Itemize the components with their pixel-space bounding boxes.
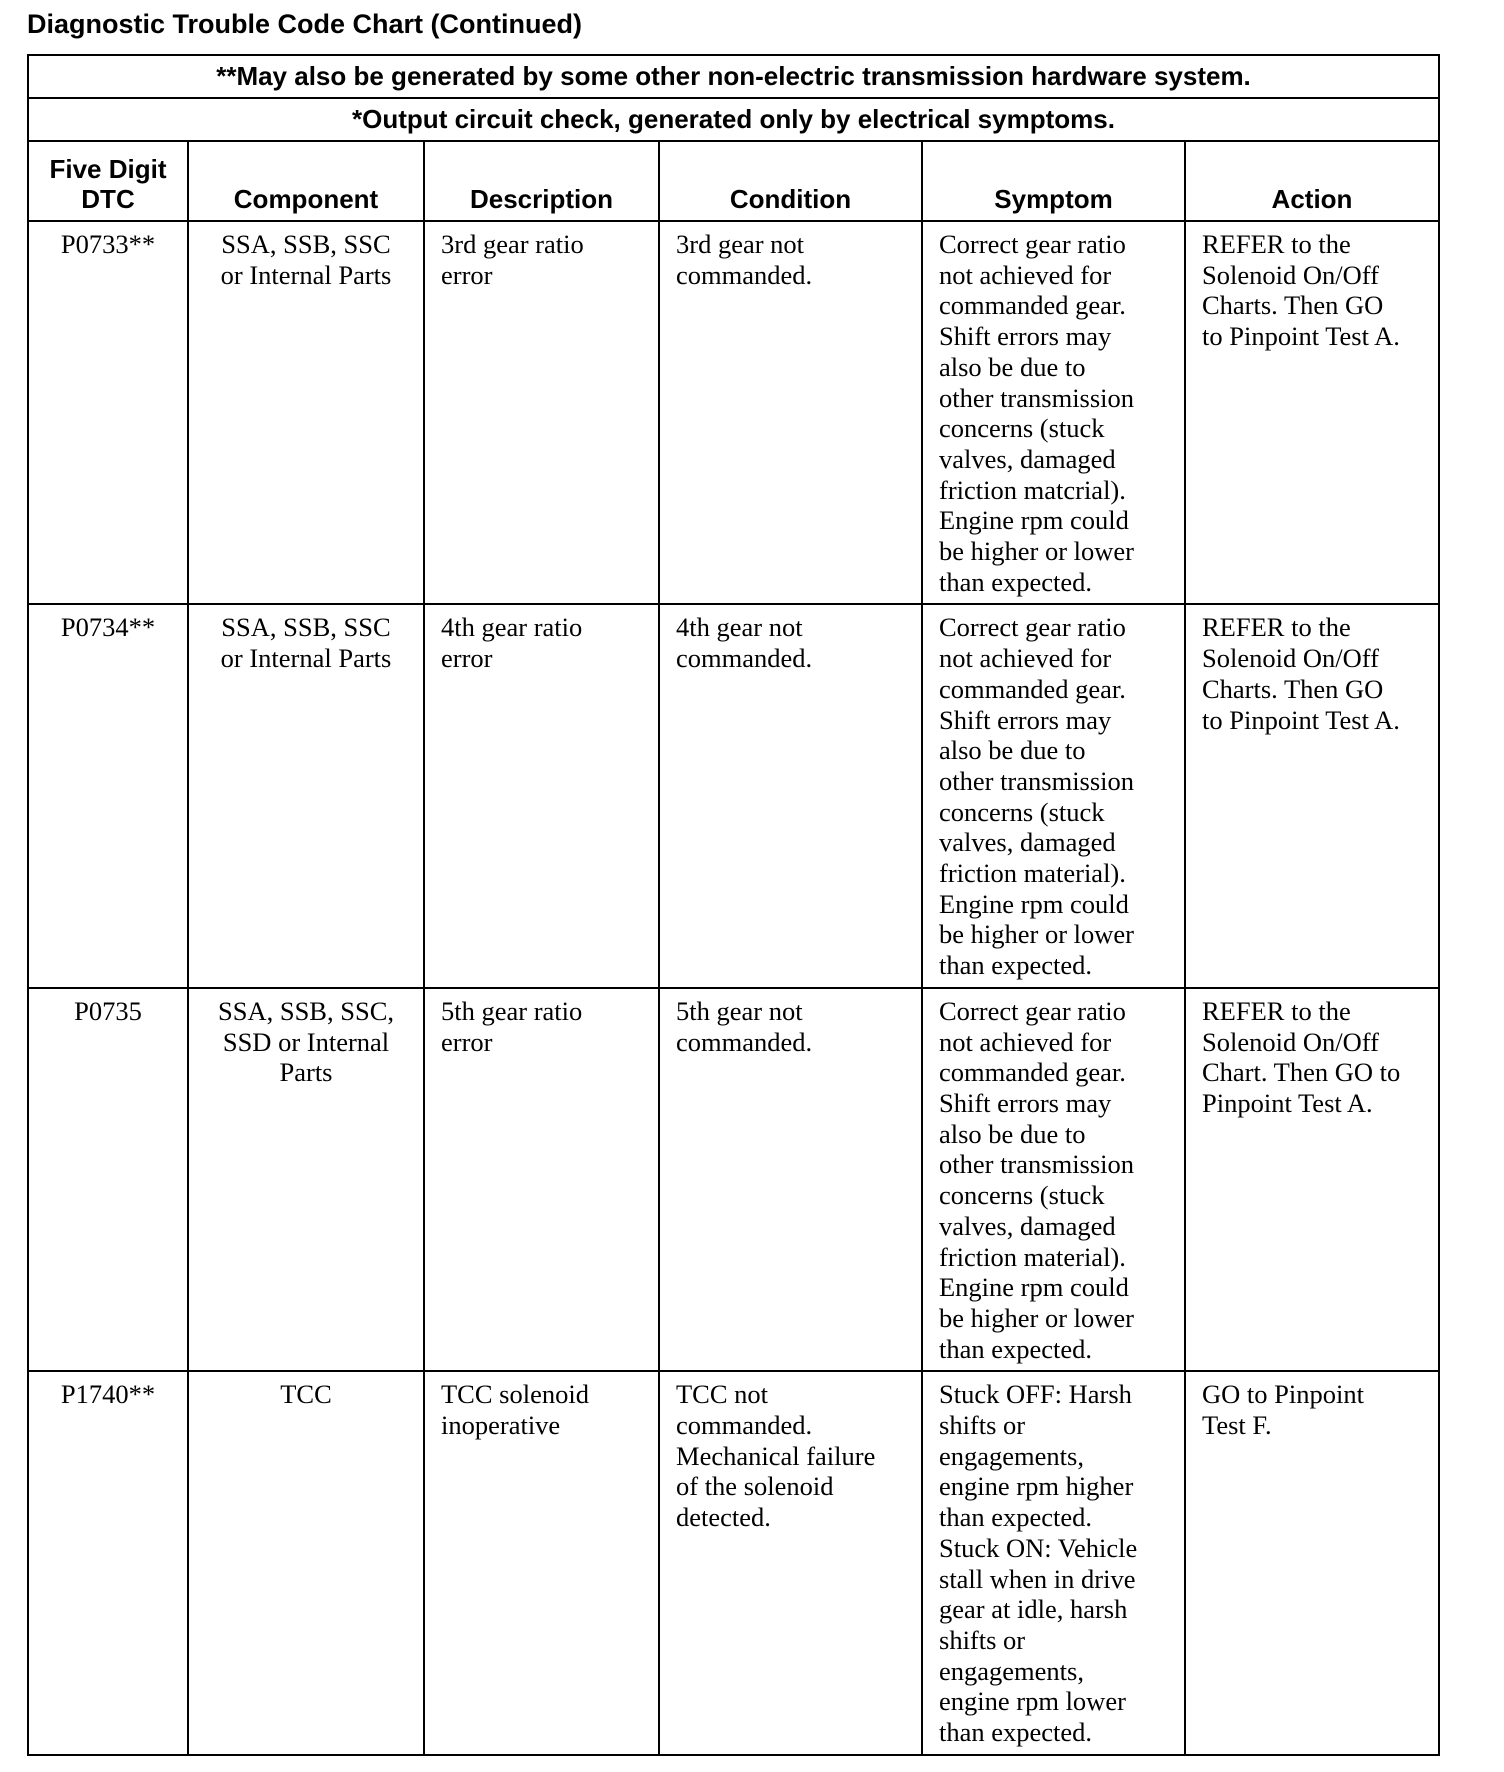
component-cell: SSA, SSB, SSC or Internal Parts	[188, 221, 424, 604]
condition-cell: 4th gear not commanded.	[659, 604, 922, 987]
condition-cell: 5th gear not commanded.	[659, 988, 922, 1371]
condition-cell: 3rd gear not commanded.	[659, 221, 922, 604]
dtc-cell: P0734**	[28, 604, 188, 987]
component-cell: SSA, SSB, SSC or Internal Parts	[188, 604, 424, 987]
symptom-cell: Correct gear ratio not achieved for commanded gear. Shift errors may also be due to other transmission concerns (stuck valves, damaged friction material). Engine rpm could be higher or lower than expected.	[922, 988, 1185, 1371]
description-cell: 5th gear ratio error	[424, 988, 659, 1371]
description-cell: 3rd gear ratio error	[424, 221, 659, 604]
column-header-dtc: Five Digit DTC	[28, 141, 188, 221]
column-header-description: Description	[424, 141, 659, 221]
footnote-double-asterisk: **May also be generated by some other non-electric transmission hardware system.	[28, 55, 1439, 98]
symptom-cell: Stuck OFF: Harsh shifts or engagements, engine rpm higher than expected. Stuck ON: Vehicle stall when in drive gear at idle, harsh shifts or engagements, engine rpm lower than expected.	[922, 1371, 1185, 1754]
column-header-component: Component	[188, 141, 424, 221]
dtc-cell: P0735	[28, 988, 188, 1371]
action-cell: REFER to the Solenoid On/Off Charts. Then GO to Pinpoint Test A.	[1185, 221, 1439, 604]
dtc-cell: P1740**	[28, 1371, 188, 1754]
table-row	[28, 221, 1439, 604]
symptom-cell: Correct gear ratio not achieved for commanded gear. Shift errors may also be due to other transmission concerns (stuck valves, damaged friction material). Engine rpm could be higher or lower than expected.	[922, 604, 1185, 987]
dtc-cell: P0733**	[28, 221, 188, 604]
action-cell: GO to Pinpoint Test F.	[1185, 1371, 1439, 1754]
action-cell: REFER to the Solenoid On/Off Charts. Then GO to Pinpoint Test A.	[1185, 604, 1439, 987]
condition-cell: TCC not commanded. Mechanical failure of the solenoid detected.	[659, 1371, 922, 1754]
column-header-action: Action	[1185, 141, 1439, 221]
page-title: Diagnostic Trouble Code Chart (Continued)	[27, 9, 582, 39]
column-header-row	[28, 141, 1439, 221]
table-row	[28, 1371, 1439, 1754]
column-header-condition: Condition	[659, 141, 922, 221]
component-cell: TCC	[188, 1371, 424, 1754]
table-row	[28, 988, 1439, 1371]
action-cell: REFER to the Solenoid On/Off Chart. Then GO to Pinpoint Test A.	[1185, 988, 1439, 1371]
column-header-symptom: Symptom	[922, 141, 1185, 221]
component-cell: SSA, SSB, SSC, SSD or Internal Parts	[188, 988, 424, 1371]
footnote-single-asterisk: *Output circuit check, generated only by electrical symptoms.	[28, 98, 1439, 141]
dtc-table	[27, 54, 1440, 1756]
description-cell: TCC solenoid inoperative	[424, 1371, 659, 1754]
description-cell: 4th gear ratio error	[424, 604, 659, 987]
symptom-cell: Correct gear ratio not achieved for commanded gear. Shift errors may also be due to other transmission concerns (stuck valves, damaged friction matcrial). Engine rpm could be higher or lower than expected.	[922, 221, 1185, 604]
table-row	[28, 604, 1439, 987]
